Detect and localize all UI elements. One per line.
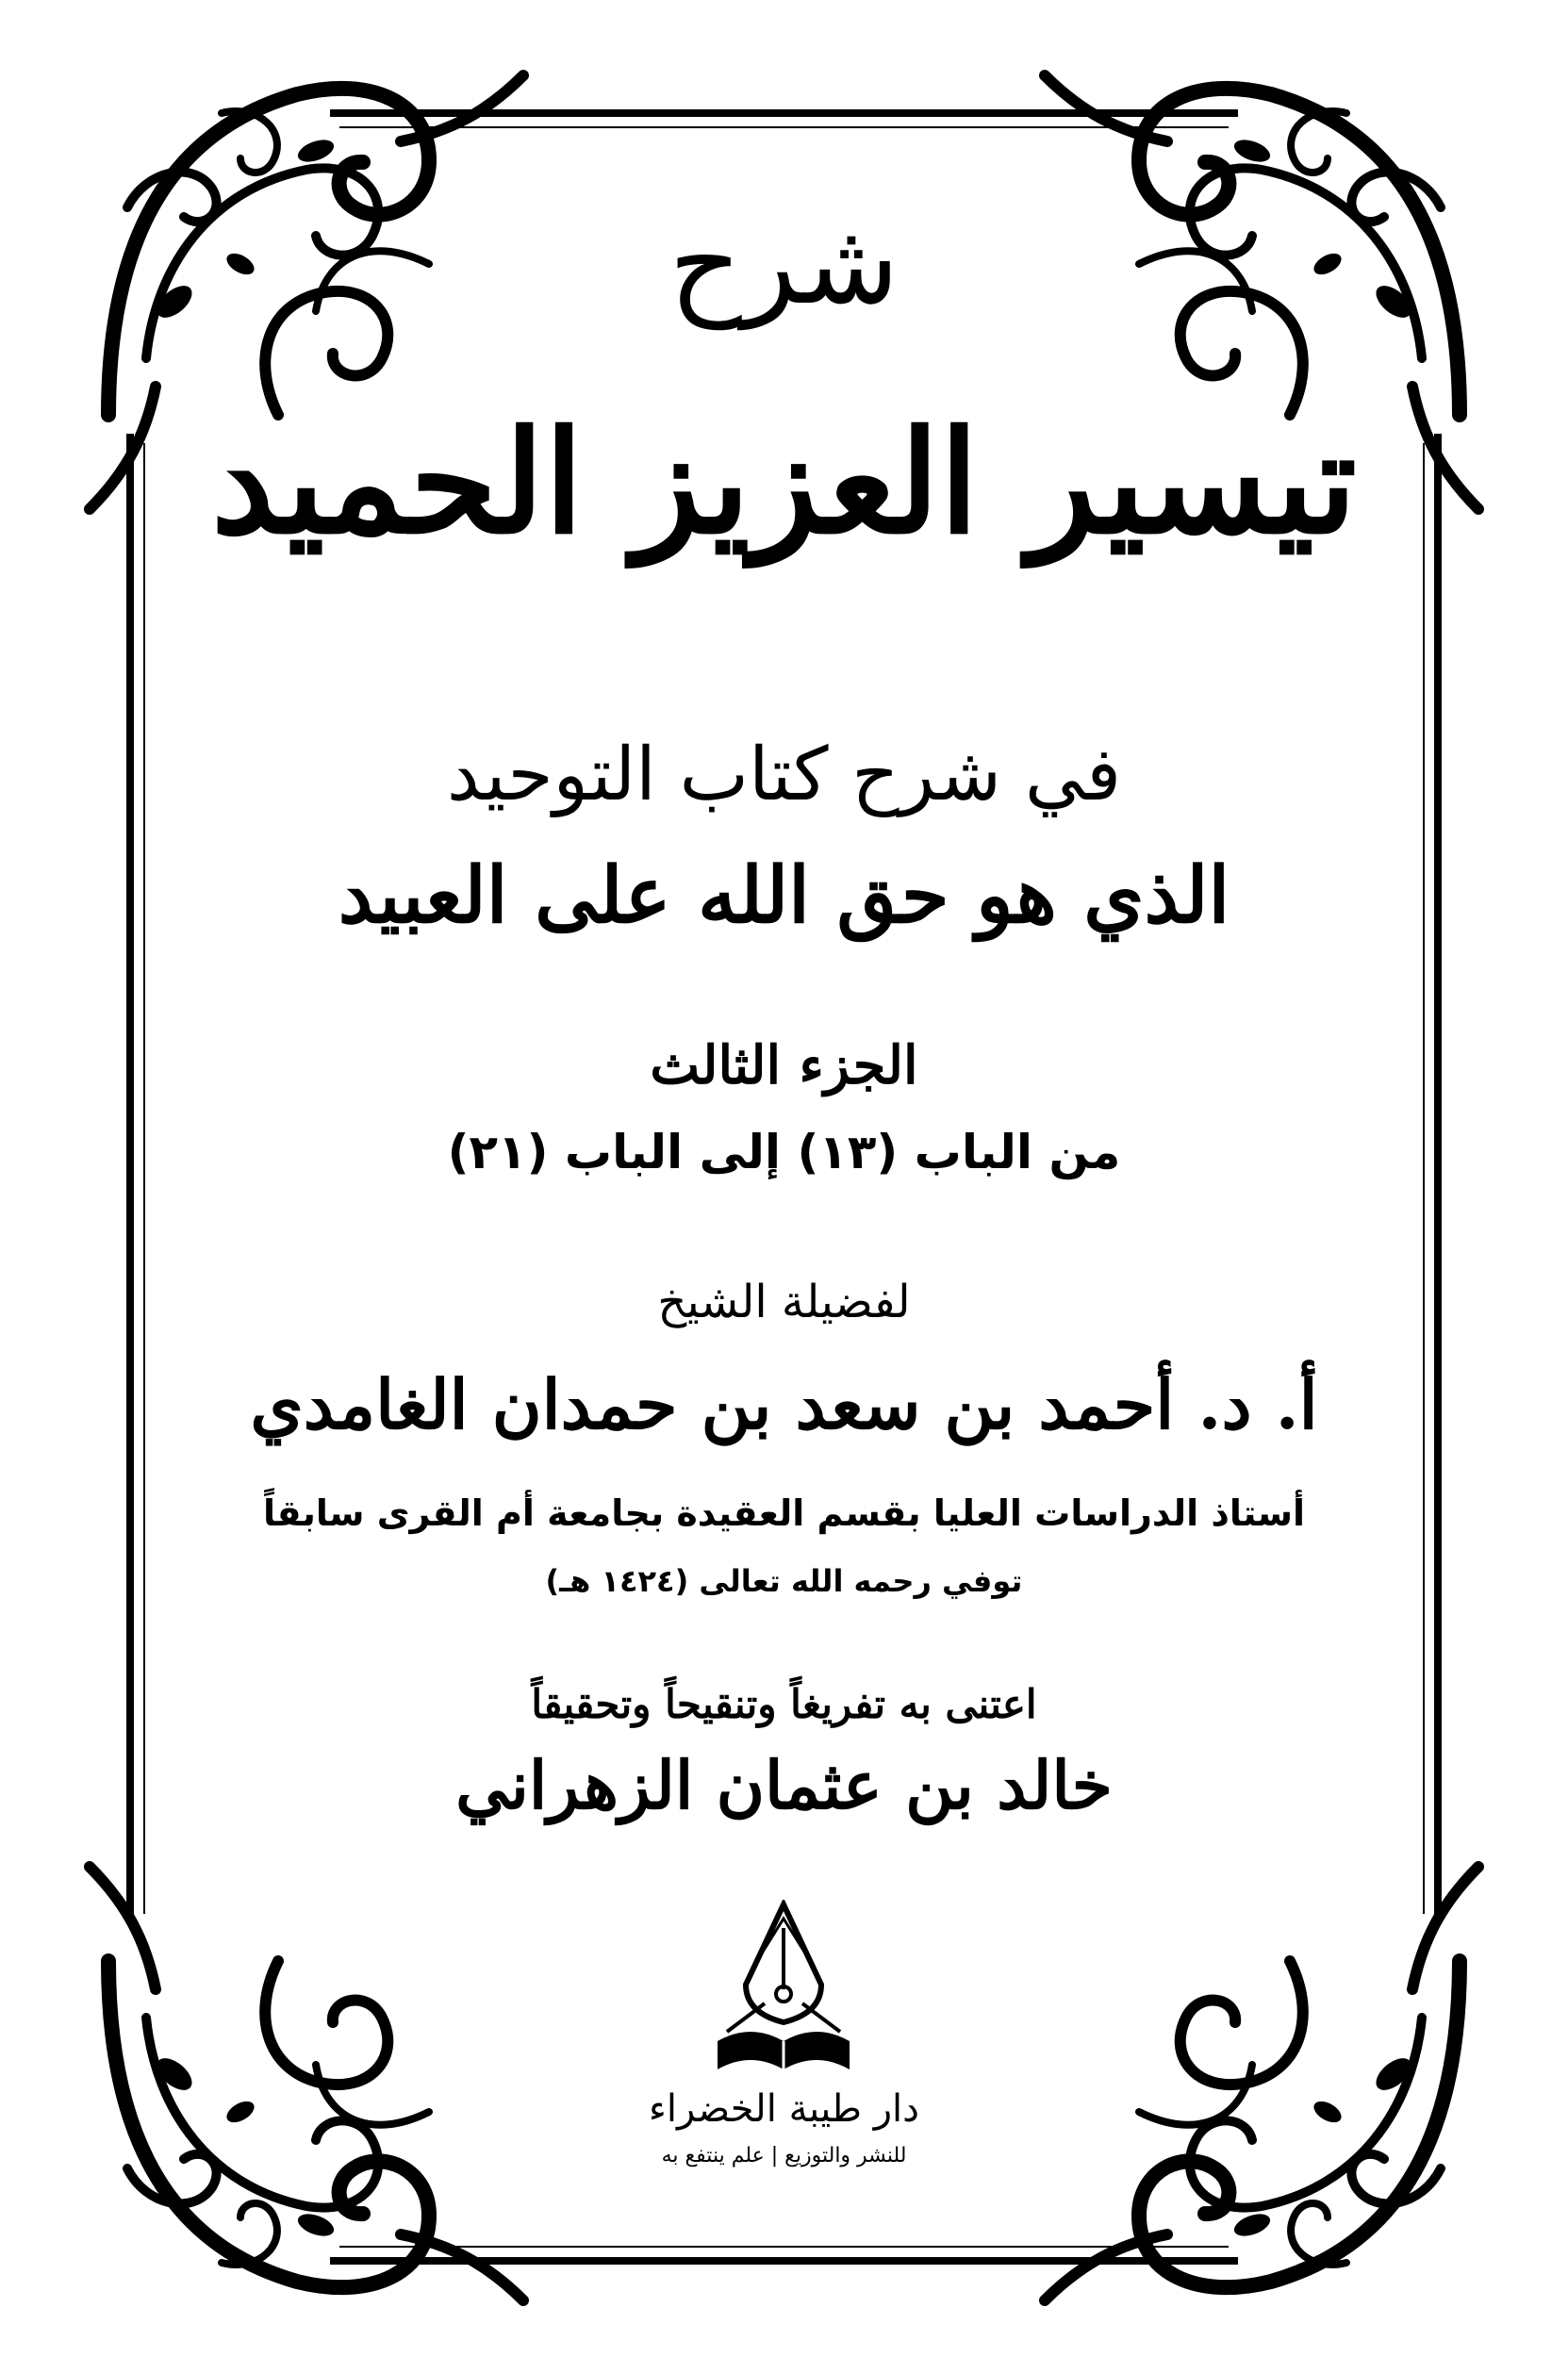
book-title: تيسير العزيز الحميد [210, 400, 1358, 566]
subtitle-line-2: الذي هو حق الله على العبيد [338, 850, 1230, 941]
honorific-label: لفضيلة الشيخ [657, 1276, 911, 1328]
sharh-heading: شرح [668, 199, 900, 330]
volume-label: الجزء الثالث [650, 1034, 918, 1096]
edited-by-label: اعتنى به تفريغاً وتنقيحاً وتحقيقاً [531, 1681, 1037, 1727]
publisher-tagline: للنشر والتوزيع | علم ينتفع به [661, 2144, 907, 2167]
subtitle-line-1: في شرح كتاب التوحيد [446, 733, 1122, 817]
author-name: أ. د. أحمد بن سعد بن حمدان الغامدي [250, 1364, 1318, 1444]
author-title: أستاذ الدراسات العليا بقسم العقيدة بجامعة أم القرى سابقاً [262, 1492, 1306, 1534]
publisher-name: دار طيبة الخضراء [649, 2087, 919, 2131]
chapter-range: من الباب (١٣) إلى الباب (٢١) [447, 1125, 1121, 1179]
editor-name: خالد بن عثمان الزهراني [455, 1746, 1113, 1824]
pen-nib-book-logo-icon [708, 1900, 859, 2079]
author-death-note: توفي رحمه الله تعالى (١٤٢٤ هـ) [545, 1563, 1023, 1599]
